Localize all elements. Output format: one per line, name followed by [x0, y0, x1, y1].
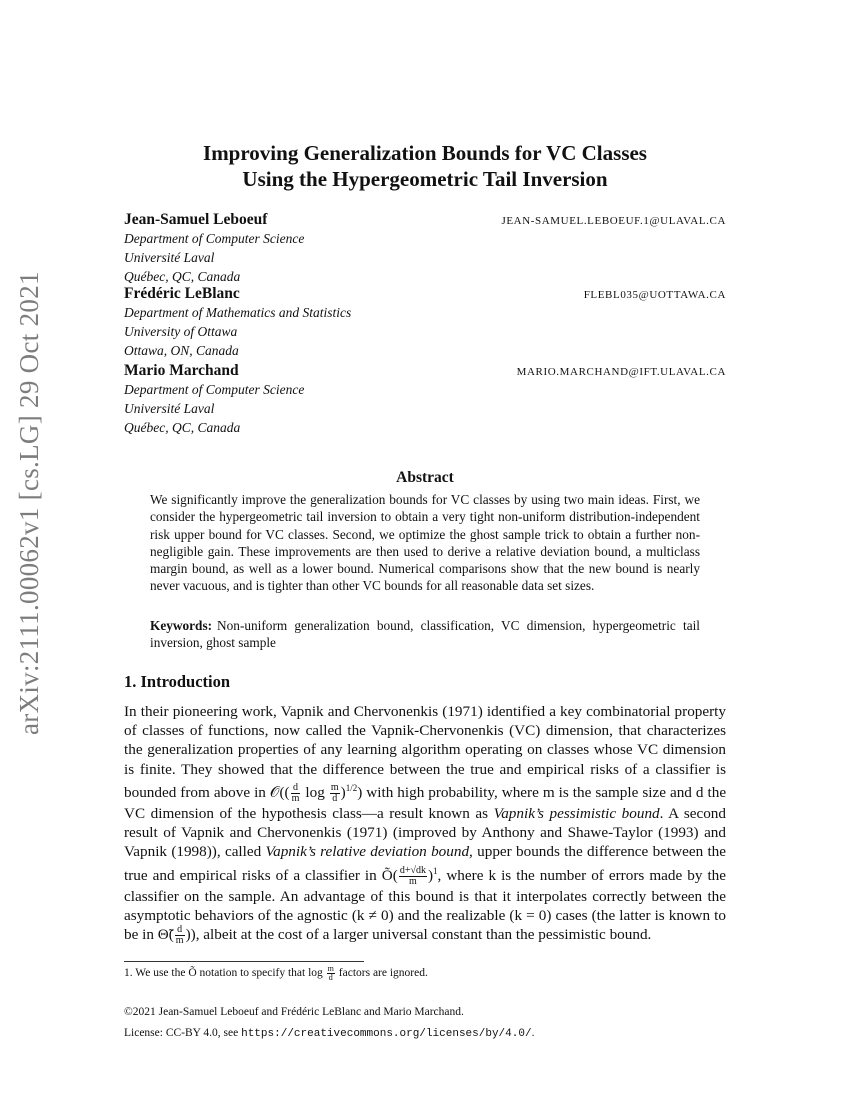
otilde-expression: Õ( $\frac{d+√dk}{m}$ ) [381, 864, 434, 887]
affiliation-line: Université Laval [124, 401, 215, 416]
footnote-marker[interactable]: 1 [433, 865, 438, 876]
affiliation-line: Québec, QC, Canada [124, 269, 241, 284]
license-notice: License: CC-BY 4.0, see https://creativecommons.org/licenses/by/4.0/. [124, 1027, 535, 1040]
license-link[interactable]: https://creativecommons.org/licenses/by/4.0/ [241, 1028, 532, 1040]
author-name: Jean-Samuel Leboeuf [124, 211, 268, 228]
introduction-text [124, 702, 726, 946]
affiliation-line: Department of Computer Science [124, 231, 305, 246]
pessimistic-bound-term: Vapnik’s pessimistic bound [493, 804, 660, 822]
author-block-3 [124, 362, 726, 437]
big-o-expression: 𝒪(( $\frac{d}{m}$ log $\frac{m}{d}$ )$^{1/2}$) [269, 781, 363, 804]
affiliation-line: Ottawa, ON, Canada [124, 343, 239, 358]
keywords [150, 617, 700, 651]
author-name: Mario Marchand [124, 362, 239, 379]
affiliation-line: Department of Mathematics and Statistics [124, 305, 352, 320]
affiliation-line: Department of Computer Science [124, 382, 305, 397]
affiliation-line: Québec, QC, Canada [124, 420, 241, 435]
affiliation-line: Université Laval [124, 250, 215, 265]
introduction-paragraph: In their pioneering work, Vapnik and Chervonenkis (1971) identified a key combinatorial property of classes of functions, now called the Vapnik-Chervonenkis (VC) dimension, that characterizes the generalization properties of any learning algorithm operating on classes whose VC dimension is finite. They showed that the difference between the true and empirical risks of a classifier is bounded from above in 𝒪(( $\frac{d}{m}$ log $\frac{m}{d}$ )$^{1/2}$) with high probability, where m is the sample size and d the VC dimension of the hypothesis class—a result known as Vapnik’s pessimistic bound. A second result of Vapnik and Chervonenkis (1971) (improved by Anthony and Shawe-Taylor (1993) and Vapnik (1998)), called Vapnik’s relative deviation bound, upper bounds the difference between the true and empirical risks of a classifier in Õ( $\frac{d+√dk}{m}$ )$^1$, where k is the number of errors made by the classifier on the sample. An advantage of this bound is that it interpolates correctly between the asymptotic behaviors of the agnostic (k ≠ 0) and the realizable (k = 0) cases (the latter is known to be in Θ̃( $\frac{d}{m}$ )), albeit at the cost of a larger universal constant than the pessimistic bound. [124, 703, 727, 946]
abstract-paragraph: We significantly improve the generalization bounds for VC classes by using two main ideas. First, we consider the hypergeometric tail inversion to obtain a very tight non-uniform distribution-independent risk upper bound for VC classes. Second, we optimize the ghost sample trick to obtain a further non-negligible gain. These improvements are then used to derive a relative deviation bound, a multiclass margin bound, as well as a lower bound. Numerical comparisons show that the new bound is nearly never vacuous, and is tighter than other VC bounds for all reasonable data set sizes. [150, 492, 700, 594]
paper-title [0, 140, 850, 192]
author-email[interactable]: MARIO.MARCHAND@IFT.ULAVAL.CA [516, 366, 726, 378]
author-name: Frédéric LeBlanc [124, 285, 240, 302]
copyright-notice: ©2021 Jean-Samuel Leboeuf and Frédéric LeBlanc and Mario Marchand. [124, 1006, 464, 1018]
title-line-1: Improving Generalization Bounds for VC Classes [203, 141, 647, 165]
abstract-text [150, 491, 700, 595]
keywords-text: Non-uniform generalization bound, classification, VC dimension, hypergeometric tail inversion, ghost sample [150, 618, 700, 650]
author-email[interactable]: FLEBL035@UOTTAWA.CA [583, 289, 726, 301]
affiliation-line: University of Ottawa [124, 324, 238, 339]
title-line-2: Using the Hypergeometric Tail Inversion [242, 167, 608, 191]
author-block-2 [124, 285, 726, 360]
author-block-1 [124, 211, 726, 286]
section-heading-introduction: 1. Introduction [124, 672, 231, 691]
footnote: 1. We use the Õ notation to specify that log $\frac{m}{d}$ factors are ignored. [124, 964, 428, 982]
author-email[interactable]: JEAN-SAMUEL.LEBOEUF.1@ULAVAL.CA [501, 215, 726, 227]
footnote-divider [124, 961, 364, 962]
abstract-heading: Abstract [396, 469, 454, 486]
keywords-label: Keywords: [150, 618, 213, 633]
relative-deviation-term: Vapnik’s relative deviation bound [265, 843, 470, 861]
arxiv-identifier-stamp: arXiv:2111.00062v1 [cs.LG] 29 Oct 2021 [14, 271, 44, 735]
theta-expression: Θ̃( $\frac{d}{m}$ )) [157, 924, 196, 946]
